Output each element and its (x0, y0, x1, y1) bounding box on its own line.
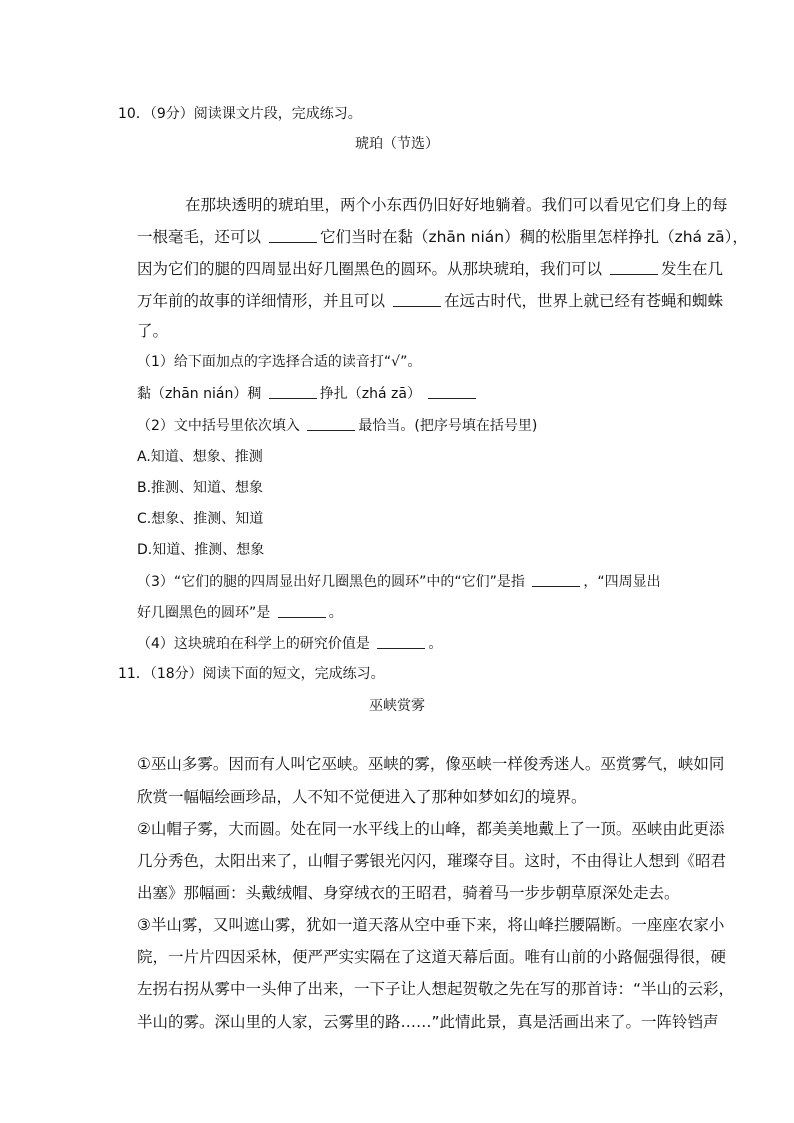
q10-sub1: （1）给下面加点的字选择合适的读音打“√”。 (137, 354, 422, 370)
option-d: D.知道、推测、想象 (137, 542, 265, 558)
q10-sub1-line: 黏（zhān nián）稠 挣扎（zhá zā） (137, 384, 479, 404)
passage-line-3: 因为它们的腿的四周显出好几圈黑色的圆环。从那块琥珀，我们可以 发生在几 (137, 260, 723, 278)
passage-line-5: 了。 (137, 322, 169, 340)
q11-line-8: 左拐右拐从雾中一头伸了出来，一下子让人想起贺敬之先在写的那首诗：“半山的云彩， (137, 980, 735, 998)
q10-header: 10．（9分）阅读课文片段，完成练习。 (118, 106, 362, 122)
q11-line-3: ②山帽子雾，大而圆。处在同一水平线上的山峰，都美美地戴上了一顶。巫峡由此更添 (137, 820, 725, 838)
answer-blank[interactable] (269, 228, 317, 243)
q11-line-9: 半山的雾。深山里的人家，云雾里的路……”此情此景，真是活画出来了。一阵铃铛声 (137, 1013, 719, 1031)
answer-blank[interactable] (428, 384, 476, 399)
passage-line-2: 一根毫毛，还可以 它们当时在黏（zhān nián）稠的松脂里怎样挣扎（zhá zā）， (137, 228, 748, 246)
q11-line-4: 几分秀色，太阳出来了，山帽子雾银光闪闪，璀璨夺目。这时，不由得让人想到《昭君 (137, 852, 727, 870)
q10-title: 琥珀（节选） (355, 136, 439, 152)
answer-blank[interactable] (610, 260, 658, 275)
q11-header: 11．（18分）阅读下面的短文，完成练习。 (118, 666, 385, 682)
option-a: A.知道、想象、推测 (137, 449, 263, 465)
answer-blank[interactable] (307, 416, 355, 431)
answer-blank[interactable] (278, 603, 326, 618)
answer-blank[interactable] (269, 384, 317, 399)
q11-line-6: ③半山雾，又叫遮山雾，犹如一道天落从空中垂下来，将山峰拦腰隔断。一座座农家小 (137, 916, 725, 934)
q10-sub4: （4）这块琥珀在科学上的研究价值是 。 (137, 636, 443, 652)
q10-sub3-cont: 好几圈黑色的圆环”是 。 (137, 605, 343, 621)
answer-blank[interactable] (393, 292, 441, 307)
q11-line-5: 出塞》那幅画：头戴绒帽、身穿绒衣的王昭君，骑着马一步步朝草原深处走去。 (137, 884, 680, 902)
q11-line-7: 院，一片片四因采林，便严严实实隔在了这道天幕后面。唯有山前的小路倔强得很，硬 (137, 948, 727, 966)
option-b: B.推测、知道、想象 (137, 480, 264, 496)
answer-blank[interactable] (532, 572, 580, 587)
q11-line-1: ①巫山多雾。因而有人叫它巫峡。巫峡的雾，像巫峡一样俊秀迷人。巫赏雾气，峡如同 (137, 755, 725, 773)
q11-line-2: 欣赏一幅幅绘画珍品，人不知不觉便进入了那种如梦如幻的境界。 (137, 788, 587, 806)
answer-blank[interactable] (377, 634, 425, 649)
passage-line-1: 在那块透明的琥珀里，两个小东西仍旧好好地躺着。我们可以看见它们身上的每 (185, 196, 728, 214)
q10-sub2: （2）文中括号里依次填入 最恰当。(把序号填在括号里) (137, 418, 538, 434)
option-c: C.想象、推测、知道 (137, 511, 264, 527)
passage-line-4: 万年前的故事的详细情形，并且可以 在远古时代，世界上就已经有苍蝇和蜘蛛 (137, 292, 723, 310)
q10-sub3: （3）“它们的腿的四周显出好几圈黑色的圆环”中的“它们”是指 ，“四周显出 (137, 574, 661, 590)
q11-title: 巫峡赏雾 (369, 698, 425, 714)
